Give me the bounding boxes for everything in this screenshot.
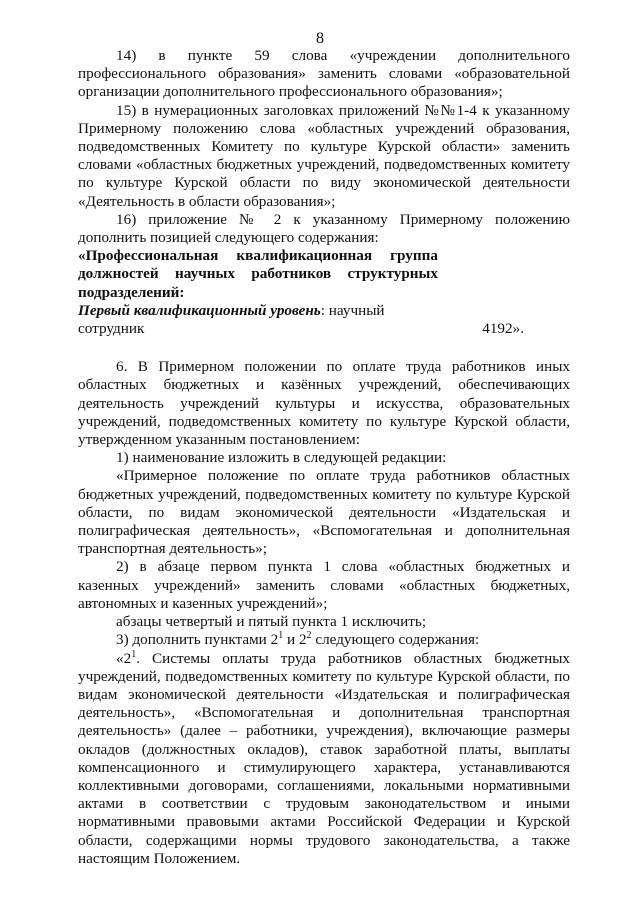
group-title-line-2: должностей научных работников структурных bbox=[78, 265, 438, 283]
item-15-paragraph: 15) в нумерационных заголовках приложений №№1-4 к указанному Примерному положению слова «областных учреждений образования, подведомственных Комитету по культуре Курской области» заменить словами «областных бюджетных учреждений, подведомственных комитету по культуре Курской области по виду экономической деятельности «Деятельность в области образования»; bbox=[78, 101, 570, 210]
group-title-line-3: подразделений: bbox=[78, 283, 185, 301]
salary-value: 4192». bbox=[482, 320, 524, 338]
item-3-text-start: 3) дополнить пунктами 2 bbox=[116, 631, 279, 649]
section-6-paragraph: 6. В Примерном положении по оплате труда работников иных областных бюджетных и казённых учреждений, обеспечивающих деятельность учреждений культуры и искусства, образовательных учреждений, подведомственных комитету по культуре Курской области, утвержденном указанным постановлением: bbox=[78, 358, 570, 449]
page-number: 8 bbox=[316, 30, 324, 47]
item-3-superscript-2: 2 bbox=[306, 630, 312, 642]
position-salary-row bbox=[78, 320, 570, 338]
item-3-superscript-1: 1 bbox=[278, 630, 284, 642]
section-6-item-1: 1) наименование изложить в следующей редакции: bbox=[116, 449, 447, 467]
section-6-item-2-b: абзацы четвертый и пятый пункта 1 исключить; bbox=[116, 613, 427, 631]
qualification-level-text: : научный bbox=[320, 301, 385, 319]
document-body bbox=[78, 47, 570, 868]
item-16-paragraph: 16) приложение № 2 к указанному Примерному положению дополнить позицией следующего содержания: bbox=[78, 210, 570, 247]
section-6-item-3 bbox=[78, 631, 570, 649]
qualification-level-label: Первый квалификационный уровень bbox=[78, 301, 321, 319]
item-3-text-mid: и 2 bbox=[283, 631, 307, 649]
item-14-paragraph: 14) в пункте 59 слова «учреждении дополнительного профессионального образования» заменить словами «образовательной организации дополнительного профессионального образования»; bbox=[78, 47, 570, 101]
clause-text: . Системы оплаты труда работников областных бюджетных учреждений, подведомственных комитету по культуре Курской области, по видам экономической деятельности «Издательская и полиграфическая деятельность», «Вспомогательная и дополнительная транспортная деятельность» (далее – работники, учреждения), включающие размеры окладов (должностных окладов), ставок заработной платы, выплаты компенсационного и стимулирующего характера, устанавливаются коллективными договорами, соглашениями, локальными нормативными актами в соответствии с трудовым законодательством и иными нормативными правовыми актами Российской Федерации и Курской области, содержащими нормы трудового законодательства, а также настоящим Положением. bbox=[78, 649, 570, 867]
clause-2-1-paragraph bbox=[78, 650, 570, 868]
qualification-level-line bbox=[78, 302, 438, 320]
item-3-text-end: следующего содержания: bbox=[311, 631, 480, 649]
section-6-quote: «Примерное положение по оплате труда работников областных бюджетных учреждений, подведомственных комитету по культуре Курской области, по видам экономической деятельности «Издательская и полиграфическая деятельность», «Вспомогательная и дополнительная транспортная деятельность»; bbox=[78, 467, 570, 558]
group-title-line-1: «Профессиональная квалификационная группа bbox=[78, 247, 438, 265]
qualification-group-block bbox=[78, 247, 438, 320]
clause-superscript: 1 bbox=[131, 648, 137, 660]
position-name: сотрудник bbox=[78, 320, 145, 338]
section-gap bbox=[78, 338, 570, 358]
section-6-item-2: 2) в абзаце первом пункта 1 слова «областных бюджетных и казенных учреждений» заменить словами «областных бюджетных, автономных и казенных учреждений»; bbox=[78, 558, 570, 612]
clause-number: «2 bbox=[116, 649, 132, 667]
